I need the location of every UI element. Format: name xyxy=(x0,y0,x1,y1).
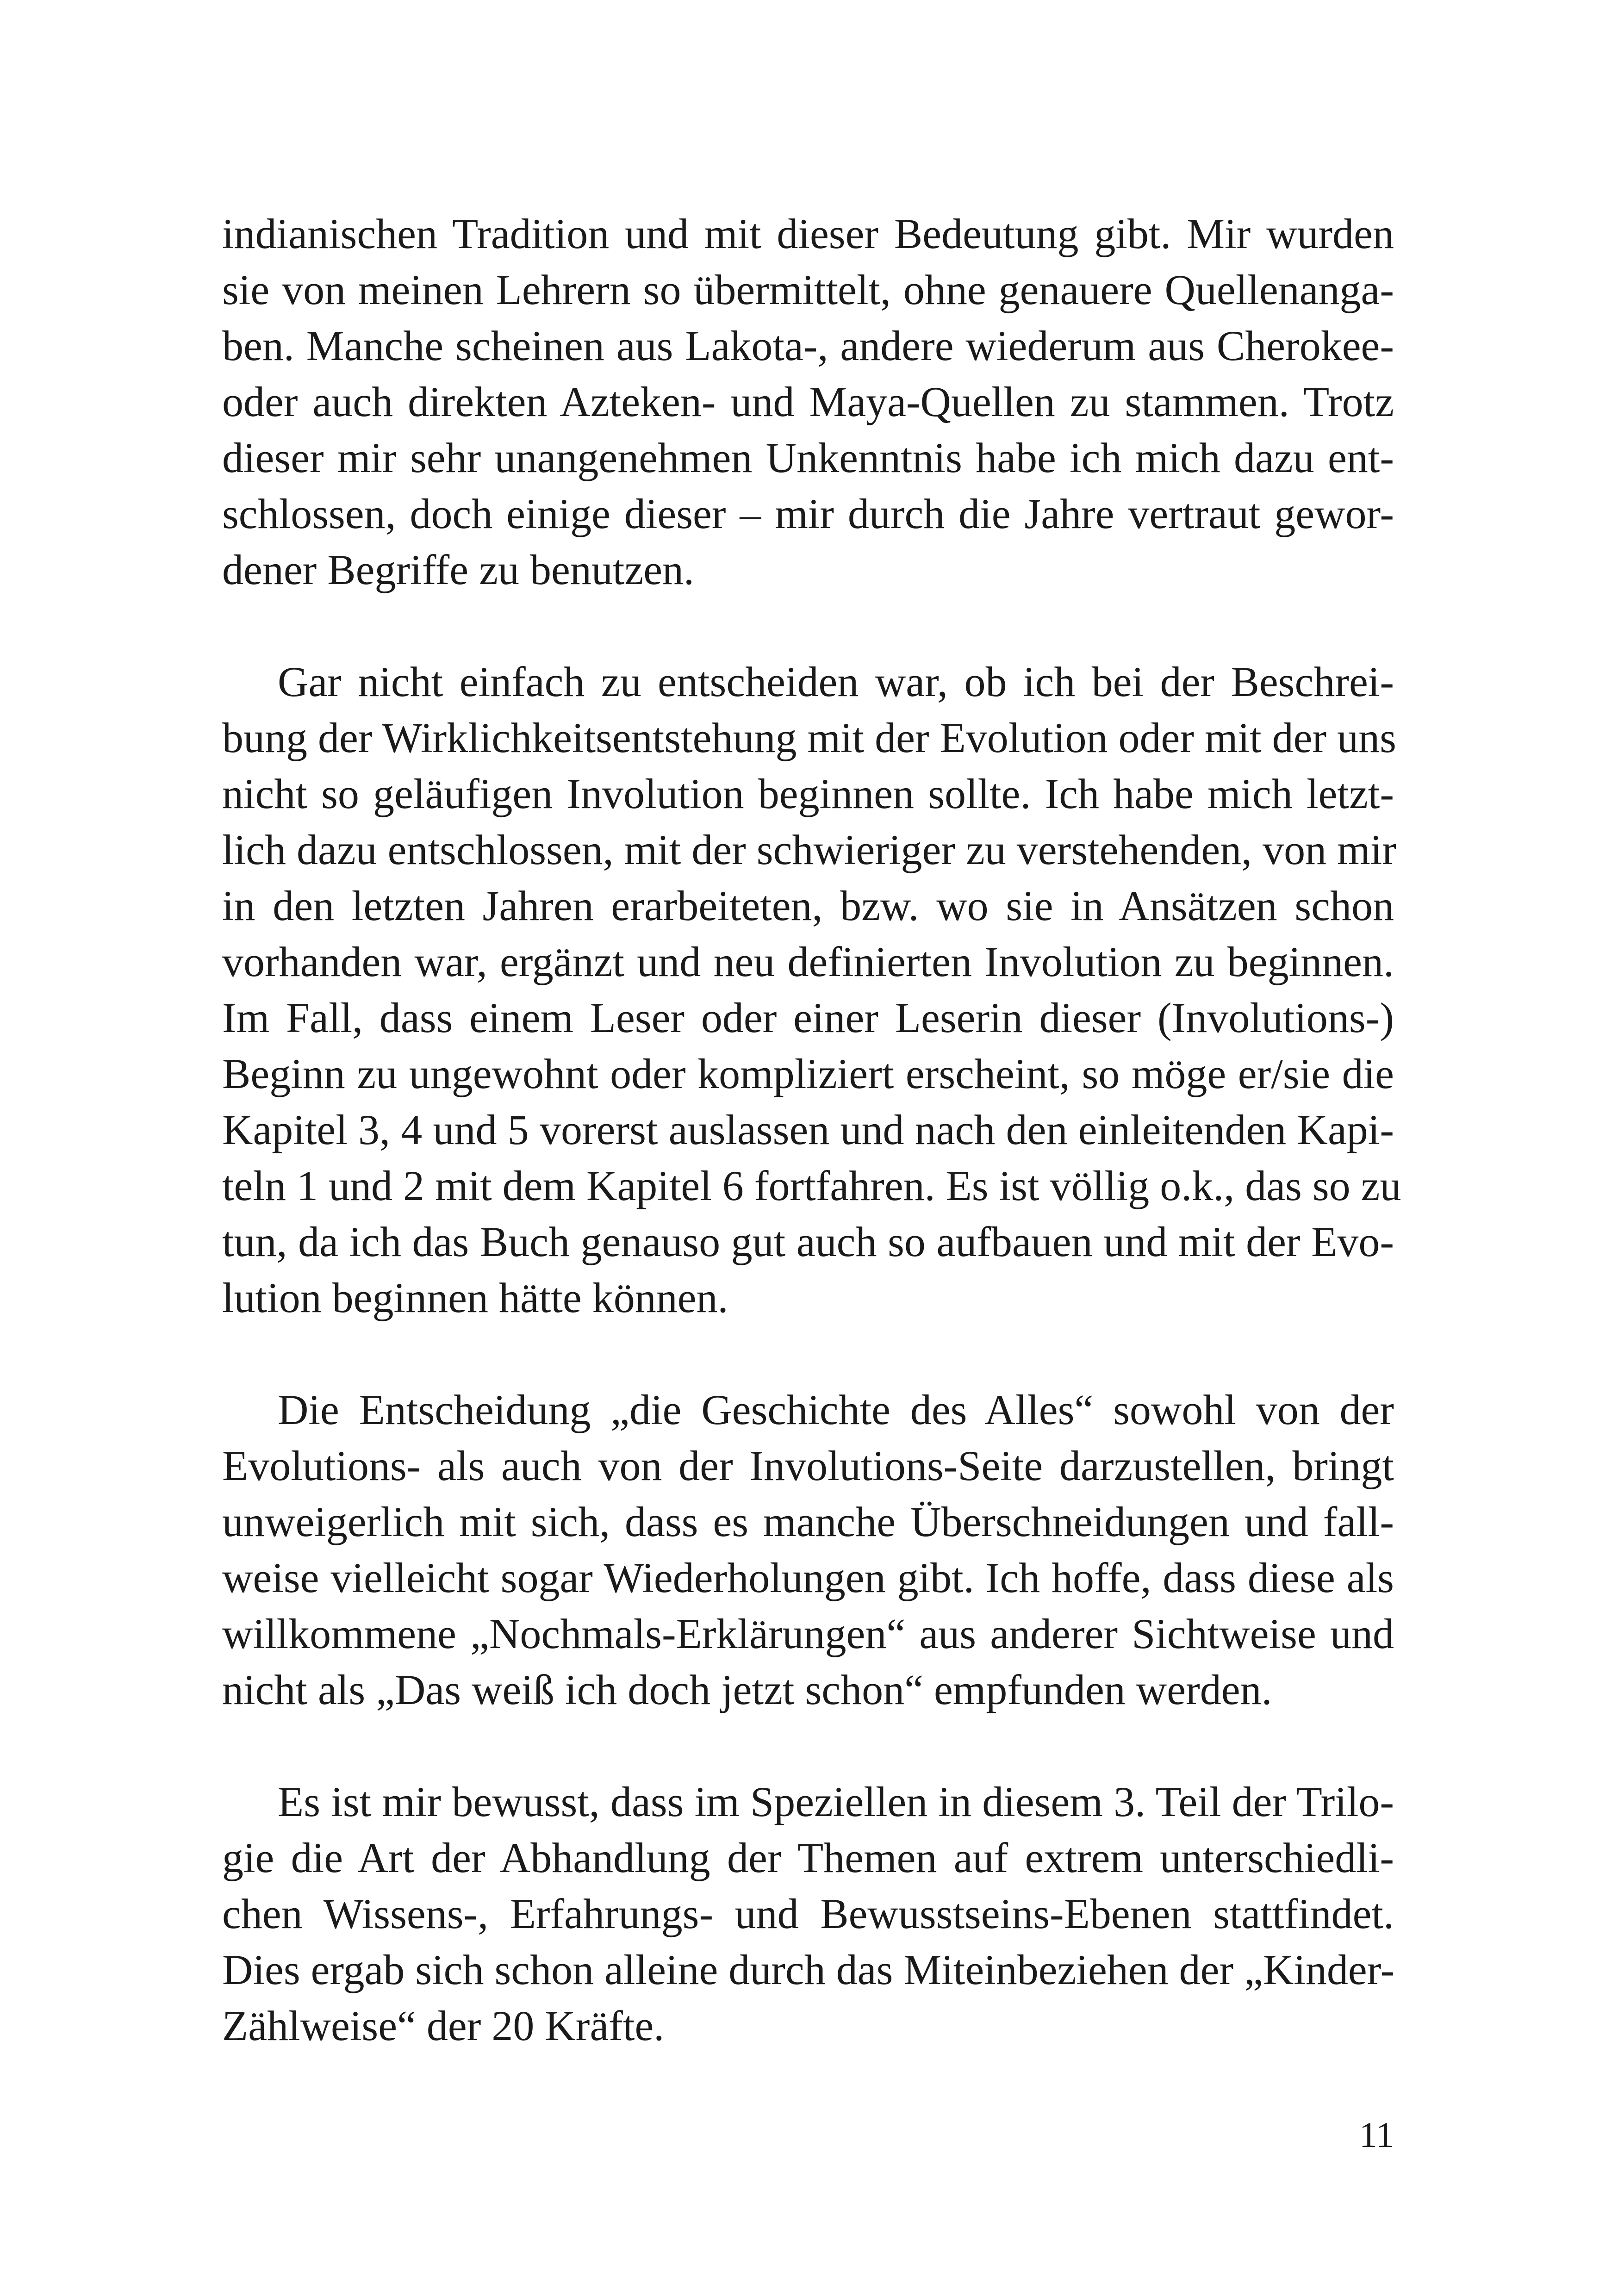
text-line: chen Wissens-, Erfahrungs- und Bewusstseins-Ebenen stattfindet. xyxy=(222,1890,1394,1937)
text-line: lution beginnen hätte können. xyxy=(222,1274,728,1321)
text-line: Evolutions- als auch von der Involutions-Seite darzustellen, bringt xyxy=(222,1442,1394,1489)
text-line: willkommene „Nochmals-Erklärungen“ aus anderer Sichtweise und xyxy=(222,1610,1394,1657)
text-line: vorhanden war, ergänzt und neu definierten Involution zu beginnen. xyxy=(222,938,1394,985)
text-line: unweigerlich mit sich, dass es manche Überschneidungen und fall- xyxy=(222,1498,1394,1545)
paragraph-3 xyxy=(222,1382,1394,1718)
text-line: Im Fall, dass einem Leser oder einer Leserin dieser (Involutions-) xyxy=(222,994,1394,1041)
text-line: dieser mir sehr unangenehmen Unkenntnis habe ich mich dazu ent- xyxy=(222,434,1394,481)
text-line: Es ist mir bewusst, dass im Speziellen in diesem 3. Teil der Trilo- xyxy=(278,1778,1394,1825)
text-line: Gar nicht einfach zu entscheiden war, ob ich bei der Beschrei- xyxy=(278,658,1394,705)
text-line: dener Begriffe zu benutzen. xyxy=(222,546,695,593)
text-line: tun, da ich das Buch genauso gut auch so aufbauen und mit der Evo- xyxy=(222,1218,1394,1265)
text-line: oder auch direkten Azteken- und Maya-Quellen zu stammen. Trotz xyxy=(222,378,1394,425)
text-line: Kapitel 3, 4 und 5 vorerst auslassen und nach den einleitenden Kapi- xyxy=(222,1106,1394,1153)
text-line: lich dazu entschlossen, mit der schwieriger zu verstehenden, von mir xyxy=(222,826,1396,873)
text-line: ben. Manche scheinen aus Lakota-, andere wiederum aus Cherokee- xyxy=(222,322,1394,369)
text-line: teln 1 und 2 mit dem Kapitel 6 fortfahren. Es ist völlig o.k., das so zu xyxy=(222,1162,1401,1209)
text-line: bung der Wirklichkeitsentstehung mit der Evolution oder mit der uns xyxy=(222,714,1396,761)
text-line: Die Entscheidung „die Geschichte des Alles“ sowohl von der xyxy=(278,1386,1394,1433)
text-line: nicht als „Das weiß ich doch jetzt schon“ empfunden werden. xyxy=(222,1666,1272,1713)
text-line: weise vielleicht sogar Wiederholungen gibt. Ich hoffe, dass diese als xyxy=(222,1554,1394,1601)
text-line: schlossen, doch einige dieser – mir durch die Jahre vertraut gewor- xyxy=(222,490,1394,537)
paragraph-1 xyxy=(222,206,1394,598)
page-number: 11 xyxy=(1359,2115,1394,2155)
text-line: gie die Art der Abhandlung der Themen auf extrem unterschiedli- xyxy=(222,1834,1394,1881)
text-line: Dies ergab sich schon alleine durch das Miteinbeziehen der „Kinder- xyxy=(222,1946,1395,1993)
body-text xyxy=(222,206,1401,2110)
text-line: sie von meinen Lehrern so übermittelt, ohne genauere Quellenanga- xyxy=(222,266,1394,313)
paragraph-4 xyxy=(222,1774,1394,2054)
text-line: in den letzten Jahren erarbeiteten, bzw. wo sie in Ansätzen schon xyxy=(222,882,1394,929)
text-line: Beginn zu ungewohnt oder kompliziert erscheint, so möge er/sie die xyxy=(222,1050,1394,1097)
text-line: nicht so geläufigen Involution beginnen sollte. Ich habe mich letzt- xyxy=(222,770,1394,817)
text-line: indianischen Tradition und mit dieser Bedeutung gibt. Mir wurden xyxy=(222,210,1394,257)
text-line: Zählweise“ der 20 Kräfte. xyxy=(222,2002,665,2049)
paragraph-2 xyxy=(222,654,1401,1326)
